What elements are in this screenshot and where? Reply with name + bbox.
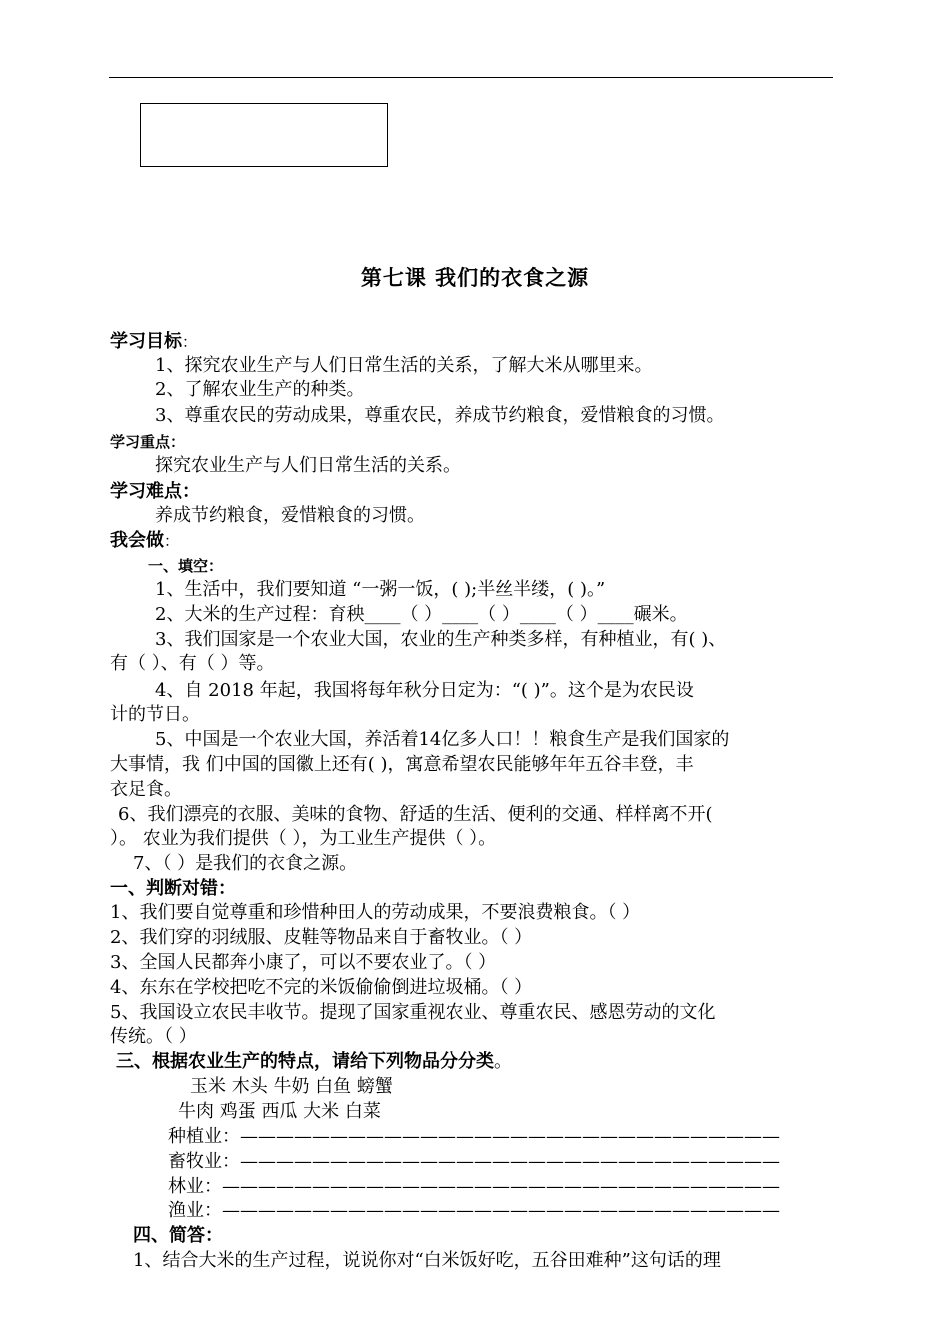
classify-category: 林业：——————————————————————————————— (168, 1176, 780, 1197)
fill-line: 2、大米的生产过程：育秧____（ ）____（ ）____（ ）____碾米。 (155, 604, 688, 625)
blank-box (140, 103, 388, 167)
goal-item: 1、探究农业生产与人们日常生活的关系，了解大米从哪里来。 (155, 355, 653, 376)
fill-line: 1、生活中，我们要知道 “一粥一饭，( );半丝半缕，( )。” (155, 579, 606, 600)
short-answer-question: 1、结合大米的生产过程，说说你对“白米饭好吃，五谷田难种”这句话的理 (133, 1250, 721, 1271)
fill-line: 有（ ）、有（ ）等。 (110, 653, 275, 674)
fill-line: 衣足食。 (110, 779, 182, 800)
fill-line: 大事情，我 们中国的国徽上还有( )，寓意希望农民能够年年五谷丰登，丰 (110, 754, 694, 775)
classify-period: 。 (494, 1051, 512, 1072)
fill-line: 3、我们国家是一个农业大国，农业的生产种类多样，有种植业，有( )、 (155, 629, 727, 650)
judge-line: 2、我们穿的羽绒服、皮鞋等物品来自于畜牧业。（ ） (110, 927, 533, 948)
fill-line: 4、自 2018 年起，我国将每年秋分日定为：“( )”。这个是为农民设 (155, 680, 694, 701)
can-do-heading: 我会做 (110, 530, 164, 551)
classify-category: 畜牧业：—————————————————————————————— (168, 1151, 780, 1172)
classify-heading-line (116, 1050, 512, 1074)
goals-heading-line (110, 330, 197, 354)
classify-items-row: 牛肉 鸡蛋 西瓜 大米 白菜 (178, 1101, 381, 1122)
judge-line: 1、我们要自觉尊重和珍惜种田人的劳动成果，不要浪费粮食。（ ） (110, 902, 641, 923)
page-title: 第七课 我们的衣食之源 (360, 265, 590, 290)
judge-line: 传统。（ ） (110, 1026, 197, 1047)
can-do-colon: ： (164, 532, 180, 550)
fill-line: ）。 农业为我们提供（ ），为工业生产提供（ ）。 (110, 828, 497, 849)
fill-line: 计的节日。 (110, 704, 200, 725)
goal-item: 2、了解农业生产的种类。 (155, 379, 365, 400)
key-point-heading: 学习重点： (110, 433, 186, 451)
goal-item: 3、尊重农民的劳动成果，尊重农民，养成节约粮食，爱惜粮食的习惯。 (155, 405, 725, 426)
judge-line: 4、东东在学校把吃不完的米饭偷偷倒进垃圾桶。（ ） (110, 977, 533, 998)
fill-line: 7、（ ）是我们的衣食之源。 (133, 853, 358, 874)
fill-heading: 一、填空： (148, 557, 224, 575)
difficulty-text: 养成节约粮食，爱惜粮食的习惯。 (155, 505, 425, 526)
goals-colon: ： (182, 333, 198, 351)
key-point-text: 探究农业生产与人们日常生活的关系。 (155, 455, 461, 476)
short-answer-heading: 四、简答： (133, 1225, 223, 1246)
fill-line: 6、我们漂亮的衣服、美味的食物、舒适的生活、便利的交通、样样离不开( (118, 804, 713, 825)
header-rule (109, 77, 833, 78)
judge-heading: 一、判断对错： (110, 878, 236, 899)
classify-items-row: 玉米 木头 牛奶 白鱼 螃蟹 (190, 1076, 393, 1097)
can-do-heading-line (110, 529, 179, 553)
fill-line: 5、中国是一个农业大国，养活着14亿多人口！！粮食生产是我们国家的 (155, 729, 730, 750)
difficulty-heading: 学习难点： (110, 481, 200, 502)
judge-line: 5、我国设立农民丰收节。提现了国家重视农业、尊重农民、感恩劳动的文化 (110, 1002, 716, 1023)
goals-heading: 学习目标 (110, 331, 182, 352)
classify-category: 种植业：—————————————————————————————— (168, 1126, 780, 1147)
classify-heading: 三、根据农业生产的特点，请给下列物品分分类 (116, 1051, 494, 1072)
judge-line: 3、全国人民都奔小康了，可以不要农业了。（ ） (110, 952, 497, 973)
classify-category: 渔业：——————————————————————————————— (168, 1200, 780, 1221)
